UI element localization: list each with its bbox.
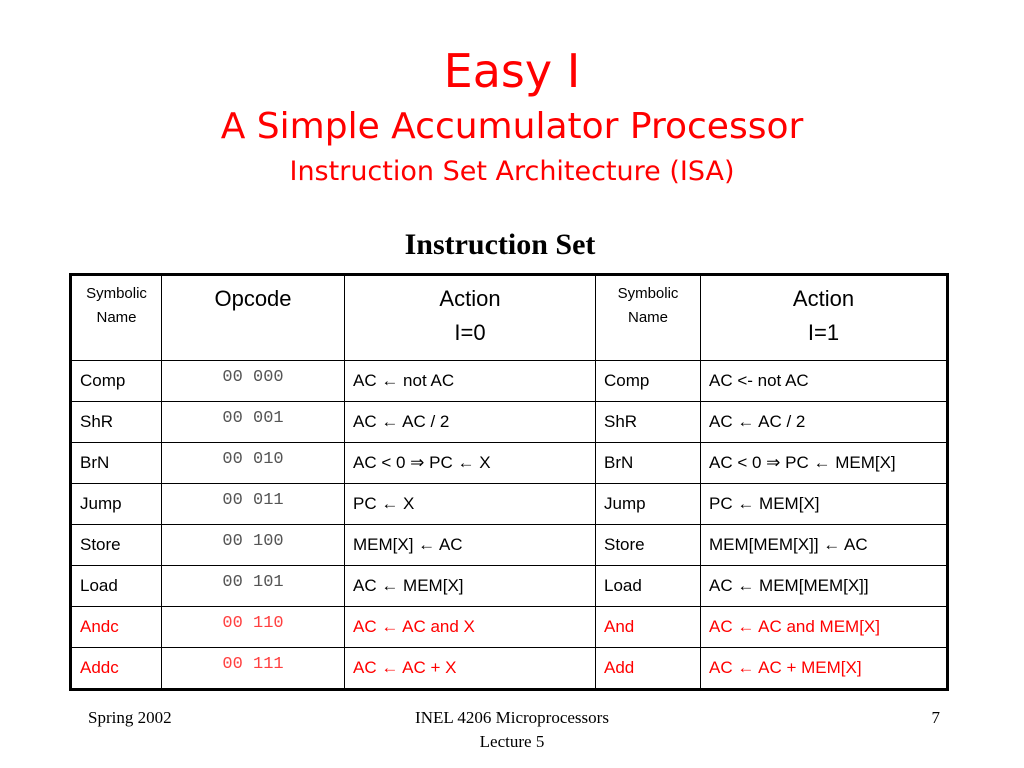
- symbolic-name-i1: ShR: [596, 402, 701, 443]
- symbolic-name-i1: Add: [596, 648, 701, 690]
- table-row: [71, 525, 948, 566]
- slide-title: [0, 40, 1024, 192]
- header-symbolic-line2: Name: [96, 309, 137, 326]
- symbolic-name-i1: Store: [596, 525, 701, 566]
- table-row: [71, 361, 948, 402]
- action-i1: AC < 0 ⇒ PC ← MEM[X]: [701, 443, 948, 484]
- action-i0: AC ← AC / 2: [345, 402, 596, 443]
- opcode-cell: 00 001: [162, 402, 345, 443]
- symbolic-name-i0: Andc: [71, 607, 162, 648]
- opcode-cell: 00 100: [162, 525, 345, 566]
- action-i1: MEM[MEM[X]] ← AC: [701, 525, 948, 566]
- symbolic-name-i1: Load: [596, 566, 701, 607]
- header-action-i1: [701, 275, 948, 361]
- table-header-row: [71, 275, 948, 361]
- header-symbolic-line1: Symbolic: [86, 285, 147, 302]
- header-symbolic-name-2: [596, 275, 701, 361]
- table-row: [71, 648, 948, 690]
- header-symbolic-name: [71, 275, 162, 361]
- table-row: [71, 566, 948, 607]
- opcode-cell: 00 011: [162, 484, 345, 525]
- action-i1: AC ← AC / 2: [701, 402, 948, 443]
- symbolic-name-i0: Comp: [71, 361, 162, 402]
- table-row: [71, 607, 948, 648]
- opcode-cell: 00 000: [162, 361, 345, 402]
- footer-course-line1: INEL 4206 Microprocessors: [415, 708, 609, 727]
- action-i1: PC ← MEM[X]: [701, 484, 948, 525]
- header-i1-label: I=1: [807, 320, 840, 345]
- action-i1: AC ← AC + MEM[X]: [701, 648, 948, 690]
- action-i1: AC <- not AC: [701, 361, 948, 402]
- action-i1: AC ← AC and MEM[X]: [701, 607, 948, 648]
- action-i0: PC ← X: [345, 484, 596, 525]
- header-action-label: Action: [439, 286, 501, 311]
- table-row: [71, 443, 948, 484]
- action-i0: AC ← AC and X: [345, 607, 596, 648]
- table-row: [71, 484, 948, 525]
- footer-course-line2: Lecture 5: [479, 732, 545, 751]
- footer-date: Spring 2002: [88, 708, 172, 727]
- symbolic-name-i1: Jump: [596, 484, 701, 525]
- header-symbolic2-line2: Name: [627, 309, 668, 326]
- header-symbolic2-line1: Symbolic: [617, 285, 679, 302]
- action-i0: AC < 0 ⇒ PC ← X: [345, 443, 596, 484]
- table-row: [71, 402, 948, 443]
- header-opcode: [162, 275, 345, 361]
- symbolic-name-i0: Addc: [71, 648, 162, 690]
- instruction-set-table: [69, 273, 949, 691]
- symbolic-name-i0: BrN: [71, 443, 162, 484]
- header-action2-label: Action: [792, 286, 855, 311]
- title-line-2: A Simple Accumulator Processor: [220, 106, 804, 147]
- action-i1: AC ← MEM[MEM[X]]: [701, 566, 948, 607]
- symbolic-name-i0: Store: [71, 525, 162, 566]
- opcode-cell: 00 110: [162, 607, 345, 648]
- page-number: 7: [931, 708, 940, 727]
- symbolic-name-i1: And: [596, 607, 701, 648]
- symbolic-name-i0: Load: [71, 566, 162, 607]
- header-action-i0: [345, 275, 596, 361]
- opcode-cell: 00 111: [162, 648, 345, 690]
- symbolic-name-i0: Jump: [71, 484, 162, 525]
- title-line-3: Instruction Set Architecture (ISA): [289, 156, 735, 187]
- header-opcode-label: Opcode: [214, 286, 292, 311]
- action-i0: MEM[X] ← AC: [345, 525, 596, 566]
- title-line-1: Easy I: [443, 44, 581, 98]
- symbolic-name-i1: BrN: [596, 443, 701, 484]
- opcode-cell: 00 101: [162, 566, 345, 607]
- action-i0: AC ← not AC: [345, 361, 596, 402]
- table-caption: Instruction Set: [404, 228, 596, 261]
- action-i0: AC ← AC + X: [345, 648, 596, 690]
- footer-course: [362, 706, 662, 754]
- action-i0: AC ← MEM[X]: [345, 566, 596, 607]
- header-i0-label: I=0: [454, 320, 486, 345]
- opcode-cell: 00 010: [162, 443, 345, 484]
- symbolic-name-i0: ShR: [71, 402, 162, 443]
- symbolic-name-i1: Comp: [596, 361, 701, 402]
